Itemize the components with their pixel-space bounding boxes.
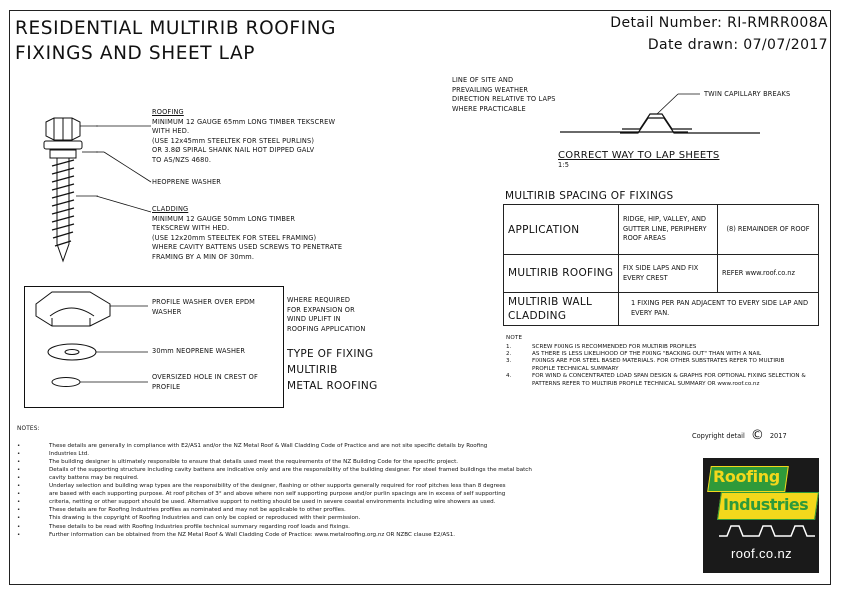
spacing-table xyxy=(503,204,819,326)
wind-note-line: PREVAILING WEATHER xyxy=(452,85,529,94)
general-notes xyxy=(17,425,532,539)
neoprene-washer-label: 30mm NEOPRENE WASHER xyxy=(152,347,246,355)
table-cell: REFER www.roof.co.nz xyxy=(718,255,819,293)
cladding-leader xyxy=(96,196,156,216)
washer-callout: HEOPRENE WASHER xyxy=(152,178,222,186)
oversized-hole-line: OVERSIZED HOLE IN CREST OF xyxy=(152,373,258,381)
list-item: • These details are for Roofing Industries profiles as nominated and may not be applicable to other profiles. xyxy=(17,506,532,514)
wind-note xyxy=(452,76,556,114)
note-number: 3. xyxy=(506,358,512,365)
list-item xyxy=(506,373,806,380)
note-text: FOR WIND & CONCENTRATED LOAD SPAN DESIGN & GRAPHS FOR OPTIONAL FIXING SELECTION & xyxy=(532,373,806,380)
lap-scale: 1:5 xyxy=(558,161,570,169)
detail-number: Detail Number: RI-RMRR008A xyxy=(610,15,828,31)
list-item: • Industries Ltd. xyxy=(17,450,532,458)
table-cell: (8) REMAINDER OF ROOF xyxy=(718,205,819,255)
table-notes xyxy=(506,334,806,388)
roofing-line: (USE 12x45mm STEELTEK FOR STEEL PURLINS) xyxy=(152,136,315,145)
wind-note-line: WHERE PRACTICABLE xyxy=(452,104,526,113)
caption-line: METAL ROOFING xyxy=(287,380,378,392)
spacing-table-title: MULTIRIB SPACING OF FIXINGS xyxy=(505,190,674,202)
list-item: • This drawing is the copyright of Roofing Industries and can only be copied or reproduced with their permission. xyxy=(17,514,532,522)
title-block xyxy=(610,12,828,56)
logo-roofing-text: Roofing xyxy=(713,467,780,486)
cladding-line: WHERE CAVITY BATTENS USED SCREWS TO PENETRATE xyxy=(152,243,343,252)
copyright-icon: © xyxy=(750,428,764,443)
expansion-note xyxy=(287,296,365,334)
copyright-year: 2017 xyxy=(769,431,787,440)
cladding-callout xyxy=(152,205,342,263)
title-line-1: RESIDENTIAL MULTIRIB ROOFING xyxy=(15,18,337,39)
roofing-line: TO AS/NZS 4680. xyxy=(152,155,212,164)
wind-note-line: DIRECTION RELATIVE TO LAPS xyxy=(452,95,556,104)
list-item: • The building designer is ultimately responsible to ensure that details used meet the requirements of the NZ Building Code for the specific project. xyxy=(17,458,532,466)
roofing-industries-logo xyxy=(703,458,819,573)
table-notes-heading: NOTE xyxy=(506,335,523,341)
oversized-hole-label xyxy=(152,373,258,392)
table-cell: APPLICATION xyxy=(504,205,619,255)
note-number: 1. xyxy=(506,343,512,350)
table-row xyxy=(504,205,819,255)
roofing-line: OR 3.8Ø SPIRAL SHANK NAIL HOT DIPPED GALV xyxy=(152,146,315,155)
caption-line: TYPE OF FIXING xyxy=(287,348,374,360)
roofing-line: WITH HED. xyxy=(152,127,190,136)
roofing-line: MINIMUM 12 GAUGE 65mm LONG TIMBER TEKSCREW xyxy=(152,117,336,126)
cladding-line: (USE 12x20mm STEELTEK FOR STEEL FRAMING) xyxy=(152,233,317,242)
lap-caption xyxy=(558,150,720,171)
table-row xyxy=(504,293,819,326)
table-cell: MULTIRIB WALL CLADDING xyxy=(504,293,619,326)
cladding-line: FRAMING BY A MIN OF 30mm. xyxy=(152,252,255,261)
capillary-label: TWIN CAPILLARY BREAKS xyxy=(704,90,791,98)
cladding-line: MINIMUM 12 GAUGE 50mm LONG TIMBER xyxy=(152,214,296,223)
note-number xyxy=(506,381,532,388)
profile-washer-line: PROFILE WASHER OVER EPDM xyxy=(152,298,256,306)
logo-roof-profile-icon xyxy=(719,522,815,540)
list-item xyxy=(506,366,806,373)
note-text: SCREW FIXING IS RECOMMENDED FOR MULTIRIB PROFILES xyxy=(532,343,697,350)
expansion-line: WIND UPLIFT IN xyxy=(287,315,341,324)
note-text: FIXINGS ARE FOR STEEL BASED MATERIALS. FOR OTHER SUBSTRATES REFER TO MULTIRIB xyxy=(532,358,785,365)
wind-note-line: LINE OF SITE AND xyxy=(452,76,514,84)
list-item xyxy=(506,358,806,365)
roofing-heading: ROOFING xyxy=(152,108,184,116)
note-text: AS THERE IS LESS LIKELIHOOD OF THE FIXING "BACKING OUT" THAN WITH A NAIL xyxy=(532,351,762,357)
table-row xyxy=(504,255,819,293)
list-item xyxy=(506,381,806,388)
list-item: • These details to be read with Roofing Industries profile technical summary regarding roof loads and fixings. xyxy=(17,523,532,531)
table-cell: 1 FIXING PER PAN ADJACENT TO EVERY SIDE LAP AND EVERY PAN. xyxy=(619,293,819,326)
profile-washer-label xyxy=(152,298,255,317)
logo-industries-text: Industries xyxy=(723,495,809,514)
list-item xyxy=(506,351,806,358)
list-item: • These details are generally in compliance with E2/AS1 and/or the NZ Metal Roof & Wall Cladding Code of Practice and are not site specific details by Roofing xyxy=(17,442,532,450)
list-item: • Underlay selection and building wrap types are the responsibility of the designer, flashing or other supports generally required for roof pitches less than 8 degrees xyxy=(17,482,532,490)
date-drawn: Date drawn: 07/07/2017 xyxy=(647,37,828,53)
table-cell: MULTIRIB ROOFING xyxy=(504,255,619,293)
fixing-type-caption xyxy=(287,346,378,394)
profile-washer-line: WASHER xyxy=(152,307,182,316)
drawing-title xyxy=(15,16,336,66)
list-item: • Further information can be obtained from the NZ Metal Roof & Wall Cladding Code of Practice: www.metalroofing.org.nz OR NZBC clause E2/AS1. xyxy=(17,531,532,539)
note-text: PROFILE TECHNICAL SUMMARY xyxy=(532,365,619,372)
list-item xyxy=(506,344,806,351)
oversized-hole-line: PROFILE xyxy=(152,382,181,391)
roofing-callout xyxy=(152,108,335,166)
title-line-2: FIXINGS AND SHEET LAP xyxy=(15,43,256,64)
copyright-line xyxy=(692,428,787,443)
expansion-line: FOR EXPANSION OR xyxy=(287,305,355,314)
expansion-line: ROOFING APPLICATION xyxy=(287,324,366,333)
copyright-label: Copyright detail xyxy=(692,431,745,440)
tekscrew-drawing xyxy=(38,116,98,266)
list-item: • criteria, netting or other support should be used. Alternative support to netting should be used in severe coastal environments including wire showers as used. xyxy=(17,498,532,506)
notes-heading: NOTES: xyxy=(17,426,40,432)
logo-site-text: roof.co.nz xyxy=(731,546,793,561)
screw-leader-lines xyxy=(96,120,156,200)
cladding-heading: CLADDING xyxy=(152,205,189,213)
expansion-line: WHERE REQUIRED xyxy=(287,296,351,304)
list-item: • cavity battens may be required. xyxy=(17,474,532,482)
caption-line: MULTIRIB xyxy=(287,364,338,376)
list-item: • Details of the supporting structure including cavity battens are indicative only and are the responsibility of the building designer. For steel framed buildings the metal batch xyxy=(17,466,532,474)
note-number xyxy=(506,366,532,373)
list-item: • are based with each supporting purpose. At roof pitches of 3° and above where non self supporting purpose and/or purlin spacings are in excess of self supporting xyxy=(17,490,532,498)
table-cell: FIX SIDE LAPS AND FIX EVERY CREST xyxy=(619,255,718,293)
cladding-line: TEKSCREW WITH HED. xyxy=(152,224,230,233)
note-number: 4. xyxy=(506,373,512,380)
lap-caption-text: CORRECT WAY TO LAP SHEETS xyxy=(558,150,720,161)
note-text: PATTERNS REFER TO MULTIRIB PROFILE TECHNICAL SUMMARY OR www.roof.co.nz xyxy=(532,380,760,387)
table-cell: RIDGE, HIP, VALLEY, AND GUTTER LINE, PERIPHERY ROOF AREAS xyxy=(619,205,718,255)
note-number: 2. xyxy=(506,351,512,357)
